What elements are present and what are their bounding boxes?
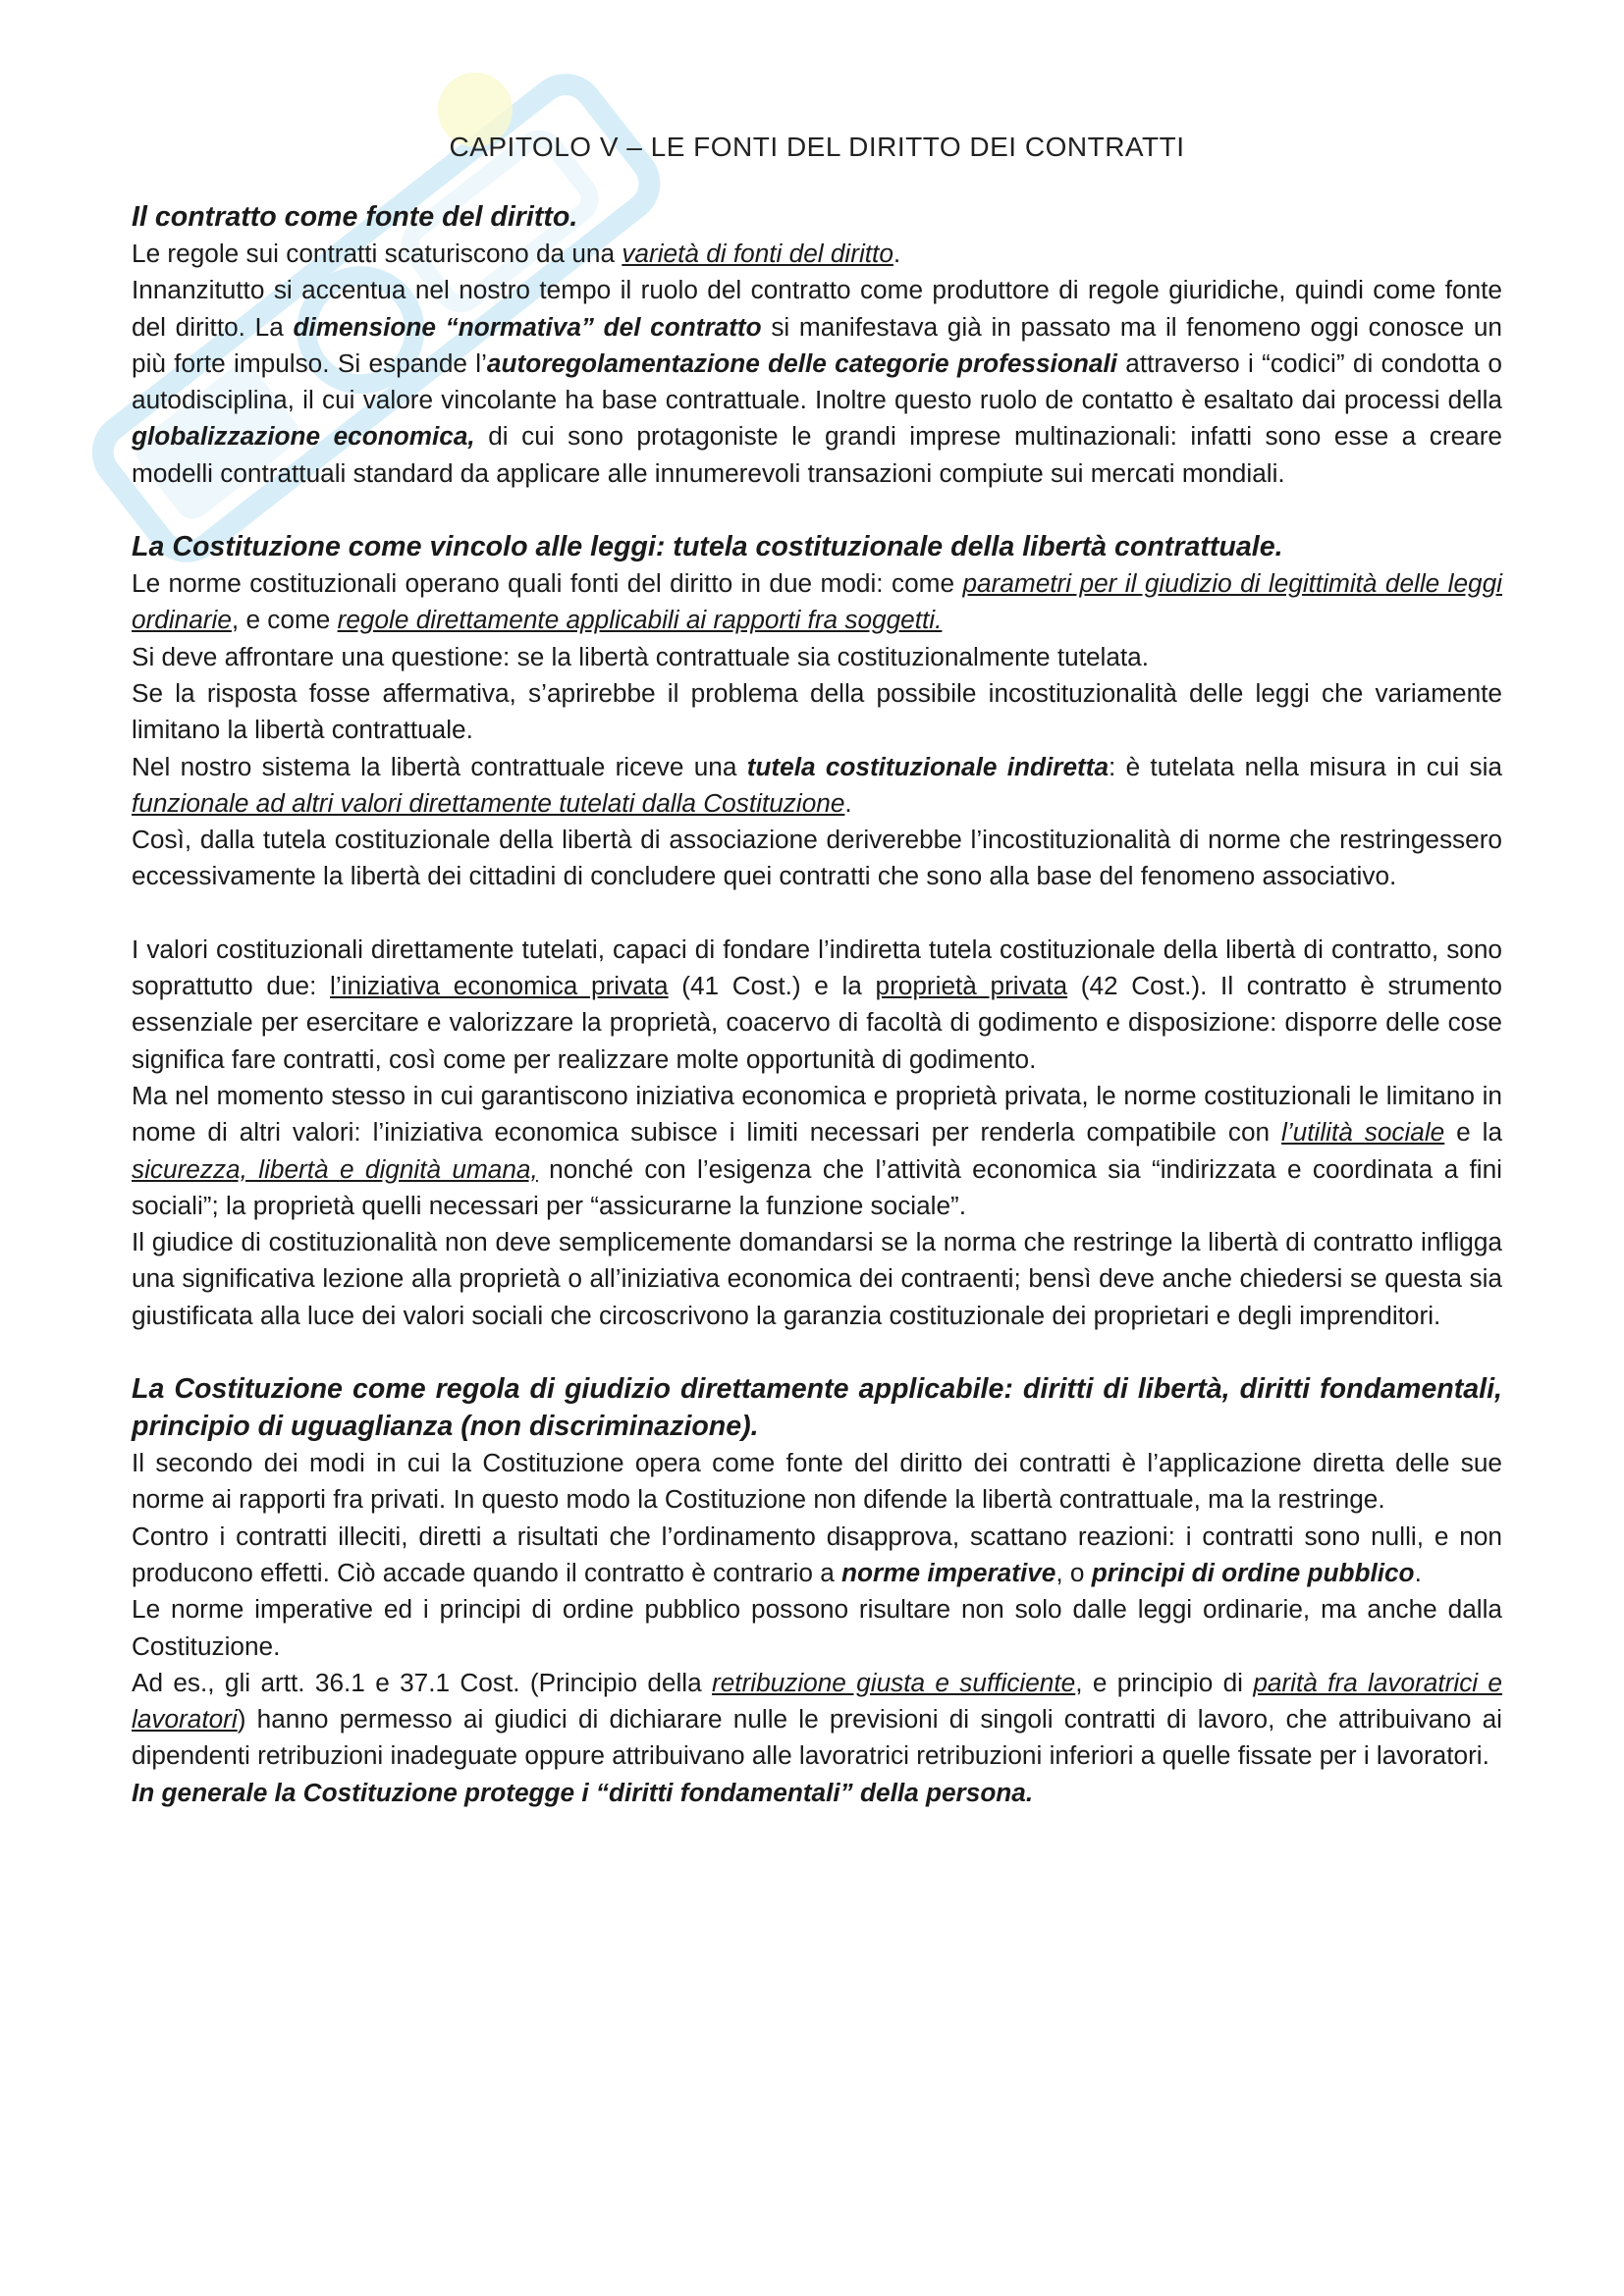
section-heading-costituzione-vincolo: La Costituzione come vincolo alle leggi: tutela costituzionale della libertà contrattuale.	[132, 531, 1283, 563]
document-page	[132, 128, 1502, 1811]
emphasis-bold: tutela costituzionale indiretta	[746, 751, 1110, 781]
paragraph: Si deve affrontare una questione: se la libertà contrattuale sia costituzionalmente tutelata.	[132, 641, 1150, 671]
emphasis-underline: funzionale ad altri valori direttamente tutelati dalla Costituzione	[132, 787, 845, 818]
paragraph: Innanzitutto si accentua nel nostro tempo il ruolo del contratto come produttore di regole giuridiche, quindi come fonte del diritto. La dimensione “normativa” del contratto si manifestava già in passato ma il fenomeno oggi conosce un più forte impulso. Si espande l’autoregolamentazione delle categorie professionali attraverso i “codici” di condotta o autodisciplina, il cui valore vincolante ha base contrattuale. Inoltre questo ruolo de contatto è esaltato dai processi della globalizzazione economica, di cui sono protagoniste le grandi imprese multinazionali: infatti sono esse a creare modelli contrattuali standard da applicare alle innumerevoli transazioni compiute sui mercati mondiali.	[132, 275, 1502, 488]
emphasis-bold: globalizzazione economica,	[132, 421, 475, 452]
emphasis-underline: regole direttamente applicabili ai rapporti fra soggetti.	[337, 605, 943, 635]
emphasis-underline: varietà di fonti del diritto	[622, 239, 893, 268]
paragraph: Le norme costituzionali operano quali fonti del diritto in due modi: come parametri per il giudizio di legittimità delle leggi ordinarie, e come regole direttamente applicabili ai rapporti fra soggetti.	[132, 568, 1502, 635]
emphasis-underline: sicurezza, libertà e dignità umana,	[132, 1153, 538, 1184]
section-heading-costituzione-giudizio: La Costituzione come regola di giudizio direttamente applicabile: diritti di libertà, diritti fondamentali, principio di uguaglianza (non discriminazione).	[132, 1373, 1502, 1443]
paragraph-conclusion: In generale la Costituzione protegge i “diritti fondamentali” della persona.	[132, 1777, 1034, 1807]
paragraph: Contro i contratti illeciti, diretti a risultati che l’ordinamento disapprova, scattano reazioni: i contratti sono nulli, e non producono effetti. Ciò accade quando il contratto è contrario a norme imperative, o principi di ordine pubblico.	[132, 1521, 1502, 1587]
emphasis-underline: parità fra lavoratrici e lavoratori	[132, 1667, 1503, 1735]
paragraph: I valori costituzionali direttamente tutelati, capaci di fondare l’indiretta tutela costituzionale della libertà di contratto, sono soprattutto due: l’iniziativa economica privata (41 Cost.) e la proprietà privata (42 Cost.). Il contratto è strumento essenziale per esercitare e valorizzare la proprietà, coacervo di facoltà di godimento e disposizione: disporre delle cose significa fare contratti, così come per realizzare molte opportunità di godimento.	[132, 934, 1502, 1074]
paragraph: Il giudice di costituzionalità non deve semplicemente domandarsi se la norma che restringe la libertà di contratto infligga una significativa lezione alla proprietà o all’iniziativa economica dei contraenti; bensì deve anche chiedersi se questa sia giustificata alla luce dei valori sociali che circoscrivono la garanzia costituzionale dei proprietari e degli imprenditori.	[132, 1227, 1502, 1330]
paragraph: Il secondo dei modi in cui la Costituzione opera come fonte del diritto dei contratti è l’applicazione diretta delle sue norme ai rapporti fra privati. In questo modo la Costituzione non difende la libertà contrattuale, ma la restringe.	[132, 1448, 1502, 1515]
section-heading-contratto-fonte: Il contratto come fonte del diritto.	[132, 201, 578, 233]
paragraph: Ma nel momento stesso in cui garantiscono iniziativa economica e proprietà privata, le norme costituzionali le limitano in nome di altri valori: l’iniziativa economica subisce i limiti necessari per renderla compatibile con l’utilità sociale e la sicurezza, libertà e dignità umana, nonché con l’esigenza che l’attività economica sia “indirizzata e coordinata a fini sociali”; la proprietà quelli necessari per “assicurarne la funzione sociale”.	[132, 1080, 1503, 1220]
paragraph: Se la risposta fosse affermativa, s’aprirebbe il problema della possibile incostituzionalità delle leggi che variamente limitano la libertà contrattuale.	[132, 677, 1502, 745]
emphasis-bold: autoregolamentazione delle categorie professionali	[486, 347, 1117, 378]
paragraph: Così, dalla tutela costituzionale della libertà di associazione deriverebbe l’incostituzionalità di norme che restringessero eccessivamente la libertà dei cittadini di concludere quei contratti che sono alla base del fenomeno associativo.	[132, 825, 1502, 891]
emphasis-underline: l’utilità sociale	[1281, 1117, 1445, 1148]
emphasis-underline: proprietà privata	[875, 971, 1068, 1001]
emphasis-bold: principi di ordine pubblico	[1091, 1557, 1415, 1587]
emphasis-underline: retribuzione giusta e sufficiente	[712, 1667, 1076, 1697]
document-title: CAPITOLO V – LE FONTI DEL DIRITTO DEI CONTRATTI	[449, 132, 1185, 162]
emphasis-bold: dimensione “normativa” del contratto	[293, 311, 762, 342]
paragraph: Le regole sui contratti scaturiscono da una varietà di fonti del diritto.	[132, 239, 901, 268]
paragraph: Le norme imperative ed i principi di ordine pubblico possono risultare non solo dalle leggi ordinarie, ma anche dalla Costituzione.	[132, 1594, 1502, 1661]
paragraph: Nel nostro sistema la libertà contrattuale riceve una tutela costituzionale indiretta: è tutelata nella misura in cui sia funzionale ad altri valori direttamente tutelati dalla Costituzione.	[132, 751, 1502, 818]
emphasis-underline: l’iniziativa economica privata	[330, 971, 669, 1001]
paragraph: Ad es., gli artt. 36.1 e 37.1 Cost. (Principio della retribuzione giusta e sufficiente, e principio di parità fra lavoratrici e lavoratori) hanno permesso ai giudici di dichiarare nulle le previsioni di singoli contratti di lavoro, che attribuivano ai dipendenti retribuzioni inadeguate oppure attribuivano alle lavoratrici retribuzioni inferiori a quelle fissate per i lavoratori.	[132, 1667, 1503, 1771]
emphasis-underline: parametri per il giudizio di legittimità delle leggi ordinarie	[132, 568, 1502, 635]
emphasis-bold: norme imperative	[841, 1557, 1056, 1587]
